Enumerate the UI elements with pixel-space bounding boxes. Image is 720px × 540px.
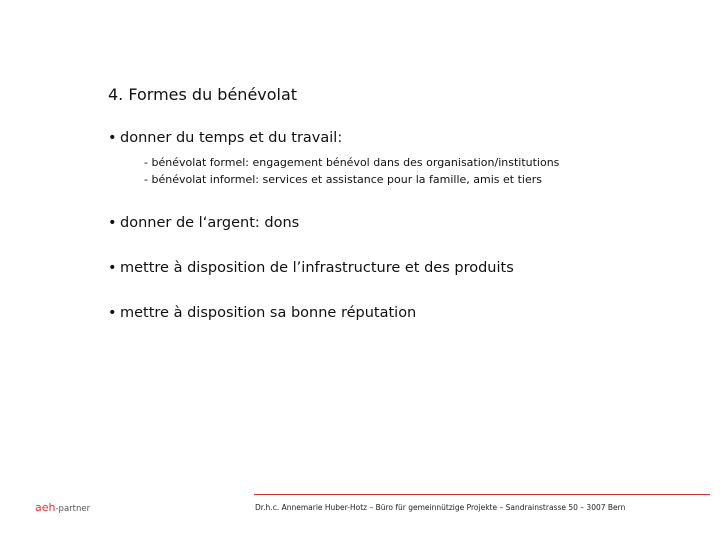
footer-divider [254, 494, 710, 495]
bullet-icon: • [108, 260, 117, 276]
slide-title: 4. Formes du bénévolat [108, 85, 298, 104]
bullet-icon: • [108, 130, 117, 146]
bullet-item-infrastructure [108, 259, 514, 277]
bullet-icon: • [108, 305, 117, 321]
bullet-item-money [108, 214, 299, 232]
bullet-text: mettre à disposition de l’infrastructure et des produits [120, 260, 514, 276]
bullet-item-reputation [108, 304, 416, 322]
bullet-text: donner de l‘argent: dons [120, 215, 300, 231]
footer-address: Dr.h.c. Annemarie Huber-Hotz – Büro für gemeinnützige Projekte – Sandrainstrasse 50 – 3007 Bern [255, 503, 626, 512]
bullet-item-time [108, 129, 342, 147]
subitem-informal: - bénévolat informel: services et assistance pour la famille, amis et tiers [144, 173, 542, 186]
bullet-icon: • [108, 215, 117, 231]
logo-text-secondary: -partner [55, 504, 91, 514]
bullet-text: mettre à disposition sa bonne réputation [120, 305, 417, 321]
logo-text-primary: aeh [35, 501, 56, 514]
company-logo [35, 502, 90, 515]
bullet-text: donner du temps et du travail: [120, 130, 343, 146]
subitem-formal: - bénévolat formel: engagement bénévol dans des organisation/institutions [144, 156, 560, 169]
